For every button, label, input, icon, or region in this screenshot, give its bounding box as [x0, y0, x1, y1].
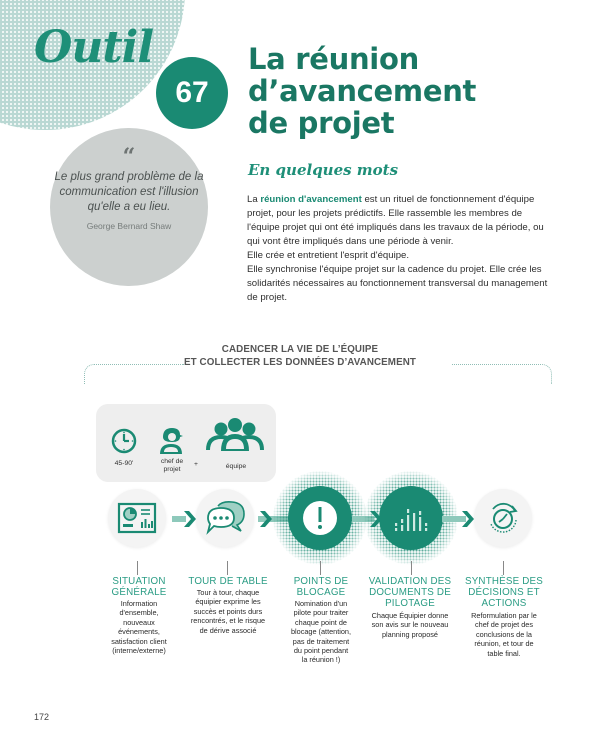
project-manager-icon	[158, 426, 184, 456]
step-5-desc: Reformulation par le chef de projet des conclusions de la réunion, et tour de table final.	[471, 611, 537, 658]
plus-sign: +	[194, 461, 198, 468]
step-2-desc: Tour à tour, chaque équipier exprime les succès et points durs rencontrés, et le risque de dérive associé	[190, 588, 266, 635]
step-4-circle	[379, 486, 443, 550]
step-2-title: TOUR DE TABLE	[188, 576, 268, 587]
page-title	[248, 43, 476, 139]
chef-label	[154, 458, 190, 474]
quote-circle	[50, 128, 208, 286]
chat-bubbles-icon	[204, 500, 246, 536]
step-1-desc: Information d'ensemble, nouveaux événements, satisfaction client (interne/externe)	[111, 599, 167, 656]
quote-author: George Bernard Shaw	[86, 221, 172, 231]
intro-text	[247, 193, 557, 305]
step-4-desc: Chaque Équipier donne son avis sur le nouveau planning proposé	[371, 611, 449, 639]
connector-line	[503, 561, 504, 575]
dotted-bracket-left	[84, 364, 184, 384]
intro-paragraph-3: Elle synchronise l'équipe projet sur la cadence du projet. Elle crée les solidarités nécessaires au fonctionnement transversal du management de projet.	[247, 264, 548, 303]
intro-paragraph-1	[247, 193, 557, 249]
connector-line	[137, 561, 138, 575]
connector-line	[320, 561, 321, 575]
title-line: d’avancement	[248, 74, 477, 108]
intro-p1-rest: est un rituel de fonctionnement d'équipe projet, pour les projets prédictifs. Elle rassemble les membres de l'équipe projet qui ont été impliqués dans les travaux de la période, ou qui vont être impliqués dans une période à venir.	[247, 194, 544, 247]
participants-box	[96, 404, 276, 482]
clock-cycle-icon	[485, 500, 521, 536]
step-5-title: SYNTHÈSE DES DÉCISIONS ET ACTIONS	[464, 576, 544, 609]
diagram-heading-line-1: CADENCER LA VIE DE L’ÉQUIPE	[221, 344, 379, 355]
title-line: La réunion	[248, 42, 419, 76]
page-number: 172	[34, 712, 50, 722]
chef-label-line-1: chef de	[160, 458, 184, 465]
tool-number-badge: 67	[156, 57, 228, 129]
intro-highlight: réunion d'avancement	[260, 194, 362, 205]
exclamation-icon	[300, 498, 340, 538]
connector-line	[227, 561, 228, 575]
step-3-desc: Nomination d'un pilote pour traiter chaque point de blocage (attention, pas de traitement du point pendant la réunion !)	[290, 599, 352, 665]
step-3-title: POINTS DE BLOCAGE	[293, 576, 349, 598]
arrow-right-icon	[442, 510, 476, 528]
intro-lead: La	[247, 194, 261, 205]
step-3-circle	[288, 486, 352, 550]
step-1-title: SITUATION GÉNÉRALE	[111, 576, 167, 598]
intro-paragraph-2: Elle crée et entretient l'esprit d'équipe.	[247, 250, 410, 261]
quote-mark-icon: “	[122, 144, 136, 170]
dashboard-icon	[117, 502, 157, 534]
arrow-right-icon	[172, 510, 198, 528]
diagram-heading-line-2: ET COLLECTER LES DONNÉES D’AVANCEMENT	[184, 357, 416, 368]
section-subtitle: En quelques mots	[248, 161, 399, 179]
connector-line	[411, 561, 412, 575]
step-5-circle	[474, 489, 532, 547]
clock-icon	[111, 428, 137, 454]
chef-label-line-2: projet	[163, 466, 181, 473]
step-1-circle	[108, 489, 166, 547]
bar-chart-icon	[392, 503, 430, 533]
step-4-title: VALIDATION DES DOCUMENTS DE PILOTAGE	[368, 576, 452, 609]
dotted-bracket-right	[452, 364, 552, 384]
quote-text: Le plus grand problème de la communication est l'illusion qu'elle a eu lieu.	[54, 171, 204, 213]
tool-label: Outil	[34, 22, 154, 73]
step-2-circle	[196, 489, 254, 547]
title-line: de projet	[248, 106, 395, 140]
duration-label: 45-90'	[114, 460, 134, 467]
team-icon	[206, 418, 264, 452]
team-label: équipe	[225, 463, 247, 470]
